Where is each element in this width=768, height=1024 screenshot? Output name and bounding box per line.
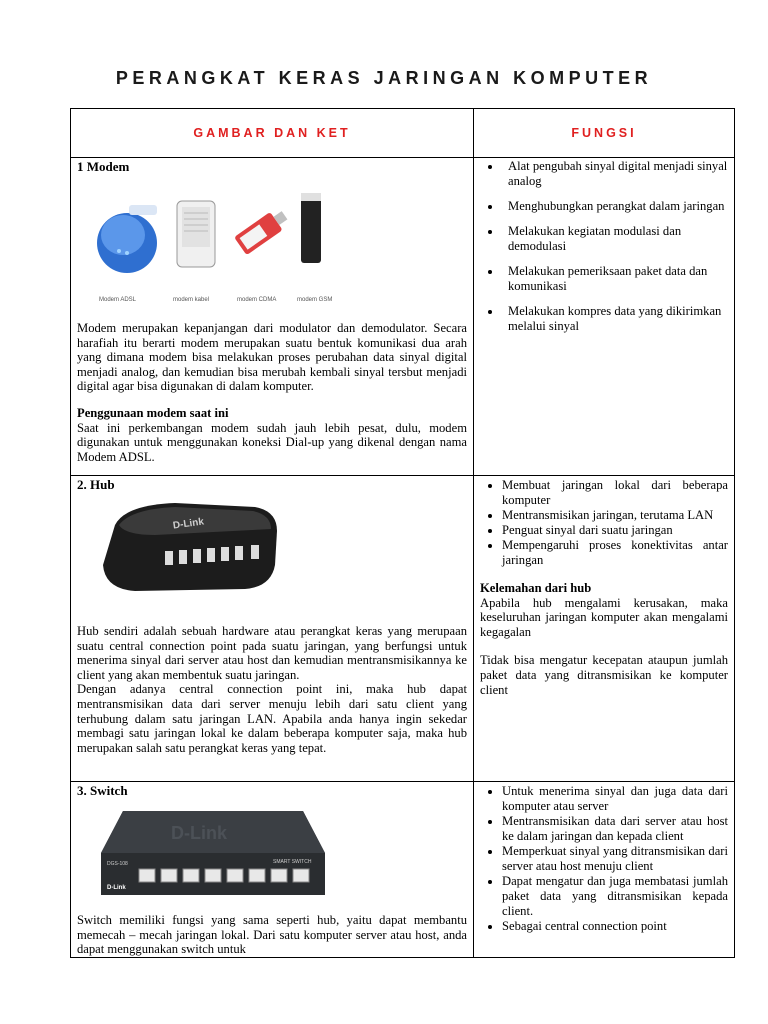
- page-title: PERANGKAT KERAS JARINGAN KOMPUTER: [115, 68, 653, 88]
- list-item: • Melakukan pemeriksaan paket data dan komunikasi: [502, 264, 728, 294]
- hub-functions-cell: [474, 476, 735, 782]
- list-item: • Penguat sinyal dari suatu jaringan: [502, 523, 728, 538]
- hub-image: [77, 493, 467, 607]
- modem-image: [77, 175, 467, 305]
- modem-usage-title: Penggunaan modem saat ini: [77, 405, 229, 420]
- list-item: • Mentransmisikan jaringan, terutama LAN: [502, 508, 728, 523]
- hub-weakness-2: Tidak bisa mengatur kecepatan ataupun jumlah paket data yang ditransmisikan ke komputer client: [480, 653, 728, 697]
- modem-title: 1 Modem: [77, 159, 130, 174]
- hub-function-list: [480, 478, 728, 568]
- list-item: • Membuat jaringan lokal dari beberapa komputer: [502, 478, 728, 508]
- hub-description-1: Hub sendiri adalah sebuah hardware atau perangkat keras yang merupaan suatu central connection point pada suatu jaringan, yang berfungsi untuk menerima sinyal dari server atau host dan kemudian mentransmisikannya ke client yang akan membentuk suatu jaringan.: [77, 624, 467, 682]
- caption-gsm: modem GSM: [297, 297, 333, 303]
- list-item: • Mempengaruhi proses konektivitas antar jaringan: [502, 538, 728, 568]
- caption-kabel: modem kabel: [173, 297, 210, 303]
- list-item: • Alat pengubah sinyal digital menjadi sinyal analog: [502, 159, 728, 189]
- caption-cdma: modem CDMA: [237, 297, 277, 303]
- switch-brand-top: D-Link: [171, 823, 227, 843]
- caption-adsl: Modem ADSL: [99, 297, 137, 303]
- list-item: • Sebagai central connection point: [502, 919, 728, 934]
- switch-title: 3. Switch: [77, 783, 128, 798]
- modem-function-list: [480, 159, 728, 334]
- switch-description: Switch memiliki fungsi yang sama seperti hub, yaitu dapat membantu memecah – mecah jaringan lokal. Dari satu komputer server atau host, anda dapat menggunakan switch untuk: [77, 913, 467, 957]
- modem-usage-text: Saat ini perkembangan modem sudah jauh lebih pesat, dulu, modem digunakan untuk menggunakan koneksi Dial-up yang dikenal dengan nama Modem ADSL.: [77, 420, 467, 464]
- hub-title: 2. Hub: [77, 477, 115, 492]
- switch-illustration: [93, 803, 333, 903]
- modem-functions-cell: [474, 158, 735, 476]
- switch-brand-front: D-Link: [107, 885, 126, 891]
- switch-left-cell: [71, 782, 474, 958]
- list-item: • Menghubungkan perangkat dalam jaringan: [502, 199, 728, 214]
- hardware-table: [70, 108, 735, 958]
- list-item: • Mentransmisikan data dari server atau host ke dalam jaringan dan kepada client: [502, 814, 728, 844]
- list-item: • Melakukan kegiatan modulasi dan demodulasi: [502, 224, 728, 254]
- switch-tag: SMART SWITCH: [273, 859, 312, 865]
- modem-illustration: [89, 183, 349, 295]
- switch-model-label: DGS-108: [107, 861, 128, 867]
- header-gambar: GAMBAR DAN KET: [71, 109, 474, 158]
- switch-image: [77, 799, 467, 907]
- table-row-modem: [71, 158, 735, 476]
- switch-function-list: [480, 784, 728, 934]
- hub-illustration: [95, 495, 285, 595]
- list-item: • Memperkuat sinyal yang ditransmisikan dari server atau host menuju client: [502, 844, 728, 874]
- hub-weakness-1: Apabila hub mengalami kerusakan, maka keseluruhan jaringan komputer akan mengalami kegagalan: [480, 595, 728, 639]
- table-row-switch: [71, 782, 735, 958]
- hub-brand-label: D-Link: [172, 516, 205, 532]
- list-item: • Melakukan kompres data yang dikirimkan melalui sinyal: [502, 304, 728, 334]
- modem-description: Modem merupakan kepanjangan dari modulator dan demodulator. Secara harafiah itu berarti modem merupakan suatu bentuk komunikasi dua arah yang dimana modem bisa melakukan proses perubahan data sinyal digital menjadi analog, dan kemudian bisa merubah kembali sinyal tersbut menjadi digital agar bisa digunakan di dalam komputer.: [77, 321, 467, 394]
- header-fungsi: FUNGSI: [474, 109, 735, 158]
- table-header-row: [71, 109, 735, 158]
- hub-description-2: Dengan adanya central connection point ini, maka hub dapat mentransmisikan data dari server menuju lebih dari satu client yang terhubung dalam satu jaringan LAN. Apabila anda hanya ingin sekedar membagi satu jaringan lokal ke dalam beberapa komputer saja, maka hub merupakan salah satu perangkat keras yang tepat.: [77, 682, 467, 755]
- hub-weakness-title: Kelemahan dari hub: [480, 581, 592, 595]
- list-item: • Untuk menerima sinyal dan juga data dari komputer atau server: [502, 784, 728, 814]
- list-item: • Dapat mengatur dan juga membatasi jumlah paket data yang ditransmisikan kepada client.: [502, 874, 728, 919]
- hub-left-cell: [71, 476, 474, 782]
- table-row-hub: [71, 476, 735, 782]
- switch-functions-cell: [474, 782, 735, 958]
- modem-left-cell: [71, 158, 474, 476]
